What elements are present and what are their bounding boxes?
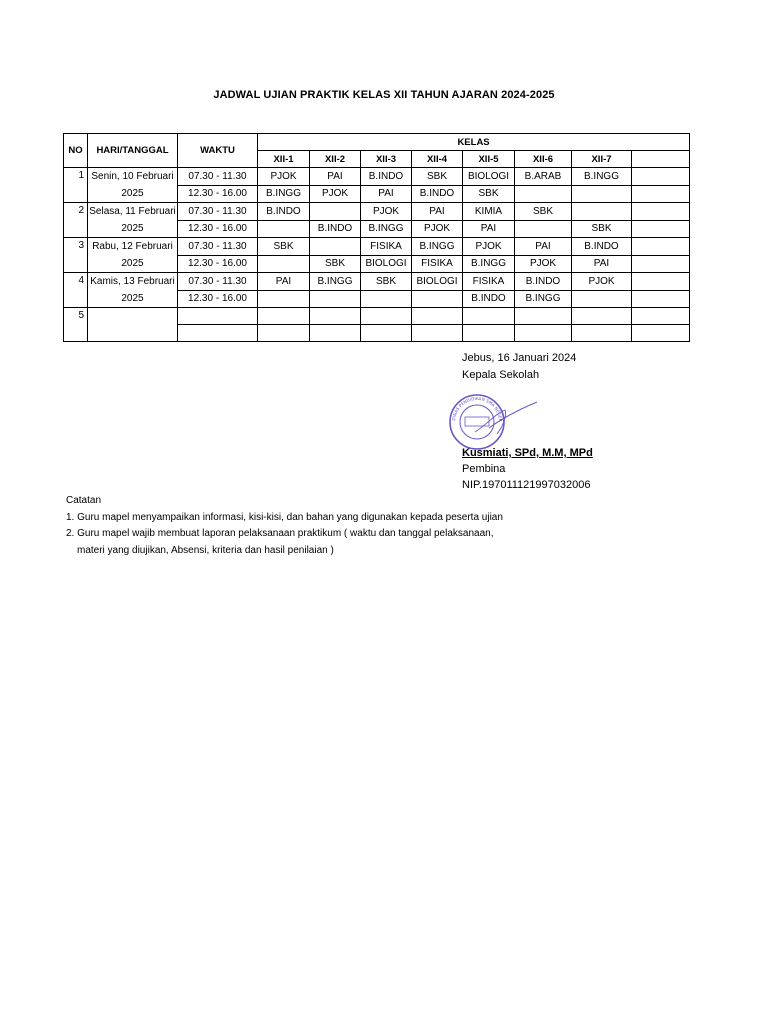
- subject-cell: B.INDO: [412, 185, 463, 203]
- row-number: 4: [64, 273, 88, 308]
- subject-cell: PJOK: [515, 255, 572, 273]
- subject-cell: PJOK: [258, 168, 310, 186]
- day-date: Selasa, 11 Februari 2025: [88, 203, 178, 238]
- subject-cell: B.INGG: [361, 220, 412, 238]
- subject-cell: PAI: [515, 238, 572, 256]
- subject-cell: [412, 325, 463, 342]
- subject-cell: B.INGG: [310, 273, 361, 291]
- subject-cell: [632, 185, 690, 203]
- session-time: 12.30 - 16.00: [178, 255, 258, 273]
- subject-cell: PAI: [463, 220, 515, 238]
- header-time: WAKTU: [178, 134, 258, 168]
- subject-cell: PJOK: [361, 203, 412, 221]
- subject-cell: B.INGG: [258, 185, 310, 203]
- schedule-table: [63, 133, 690, 342]
- subject-cell: [258, 255, 310, 273]
- subject-cell: [572, 185, 632, 203]
- subject-cell: [515, 308, 572, 325]
- day-date: [88, 308, 178, 342]
- subject-cell: [258, 308, 310, 325]
- header-class: XII-5: [463, 151, 515, 168]
- subject-cell: BIOLOGI: [361, 255, 412, 273]
- subject-cell: [361, 290, 412, 308]
- subject-cell: PAI: [310, 168, 361, 186]
- subject-cell: [572, 203, 632, 221]
- subject-cell: KIMIA: [463, 203, 515, 221]
- subject-cell: [632, 308, 690, 325]
- subject-cell: [515, 325, 572, 342]
- subject-cell: [632, 290, 690, 308]
- header-class: XII-3: [361, 151, 412, 168]
- session-time: 12.30 - 16.00: [178, 185, 258, 203]
- subject-cell: FISIKA: [412, 255, 463, 273]
- subject-cell: B.INDO: [258, 203, 310, 221]
- signature-name: Kusmiati, SPd, M.M, MPd: [462, 447, 593, 459]
- subject-cell: PJOK: [412, 220, 463, 238]
- subject-cell: SBK: [258, 238, 310, 256]
- subject-cell: PAI: [572, 255, 632, 273]
- subject-cell: SBK: [463, 185, 515, 203]
- subject-cell: SBK: [361, 273, 412, 291]
- subject-cell: [310, 203, 361, 221]
- header-kelas: KELAS: [258, 134, 690, 151]
- row-number: 2: [64, 203, 88, 238]
- header-no: NO: [64, 134, 88, 168]
- subject-cell: [632, 273, 690, 291]
- header-class: XII-7: [572, 151, 632, 168]
- row-number: 1: [64, 168, 88, 203]
- header-class: XII-1: [258, 151, 310, 168]
- table-row: [64, 273, 690, 291]
- header-class: XII-2: [310, 151, 361, 168]
- subject-cell: [632, 168, 690, 186]
- session-time: 12.30 - 16.00: [178, 290, 258, 308]
- header-class: XII-4: [412, 151, 463, 168]
- session-time: 07.30 - 11.30: [178, 238, 258, 256]
- subject-cell: [310, 290, 361, 308]
- table-row: [64, 238, 690, 256]
- notes-section: [66, 493, 503, 559]
- subject-cell: [361, 325, 412, 342]
- subject-cell: PAI: [412, 203, 463, 221]
- row-number: 3: [64, 238, 88, 273]
- signature-position: Kepala Sekolah: [462, 369, 540, 381]
- subject-cell: [632, 325, 690, 342]
- subject-cell: SBK: [310, 255, 361, 273]
- session-time: 07.30 - 11.30: [178, 203, 258, 221]
- subject-cell: PJOK: [572, 273, 632, 291]
- subject-cell: [258, 290, 310, 308]
- subject-cell: PJOK: [310, 185, 361, 203]
- subject-cell: PAI: [258, 273, 310, 291]
- subject-cell: B.INDO: [572, 238, 632, 256]
- session-time: [178, 308, 258, 325]
- subject-cell: SBK: [572, 220, 632, 238]
- signature-role: Pembina: [462, 463, 506, 475]
- table-row: [64, 308, 690, 325]
- note-item: 1. Guru mapel menyampaikan informasi, kisi-kisi, dan bahan yang digunakan kepada peserta ujian: [66, 511, 503, 523]
- subject-cell: [310, 325, 361, 342]
- subject-cell: [572, 325, 632, 342]
- page-title: JADWAL UJIAN PRAKTIK KELAS XII TAHUN AJARAN 2024-2025: [213, 89, 555, 101]
- subject-cell: B.INDO: [463, 290, 515, 308]
- svg-text:DINAS PENDIDIKAN SMA NEGERI 1: DINAS PENDIDIKAN SMA NEGER: [451, 395, 504, 422]
- subject-cell: [572, 308, 632, 325]
- subject-cell: [412, 308, 463, 325]
- subject-cell: [632, 255, 690, 273]
- day-date: Kamis, 13 Februari 2025: [88, 273, 178, 308]
- subject-cell: B.INDO: [361, 168, 412, 186]
- subject-cell: PJOK: [463, 238, 515, 256]
- subject-cell: [632, 203, 690, 221]
- subject-cell: [258, 220, 310, 238]
- subject-cell: [515, 220, 572, 238]
- notes-heading: Catatan: [66, 495, 102, 506]
- header-class: [632, 151, 690, 168]
- day-date: Rabu, 12 Februari 2025: [88, 238, 178, 273]
- subject-cell: [412, 290, 463, 308]
- subject-cell: BIOLOGI: [463, 168, 515, 186]
- session-time: 07.30 - 11.30: [178, 168, 258, 186]
- subject-cell: B.INGG: [463, 255, 515, 273]
- subject-cell: [632, 220, 690, 238]
- signature-nip: NIP.197011121997032006: [462, 479, 591, 491]
- subject-cell: PAI: [361, 185, 412, 203]
- row-number: 5: [64, 308, 88, 342]
- note-continuation: materi yang diujikan, Absensi, kriteria dan hasil penilaian ): [77, 544, 334, 556]
- subject-cell: SBK: [412, 168, 463, 186]
- school-stamp: [445, 392, 545, 452]
- subject-cell: [463, 325, 515, 342]
- session-time: 12.30 - 16.00: [178, 220, 258, 238]
- table-row: [64, 168, 690, 186]
- session-time: [178, 325, 258, 342]
- subject-cell: [632, 238, 690, 256]
- table-row: [64, 203, 690, 221]
- subject-cell: [258, 325, 310, 342]
- day-date: Senin, 10 Februari 2025: [88, 168, 178, 203]
- subject-cell: [572, 290, 632, 308]
- subject-cell: B.INGG: [515, 290, 572, 308]
- subject-cell: B.INDO: [310, 220, 361, 238]
- session-time: 07.30 - 11.30: [178, 273, 258, 291]
- subject-cell: B.ARAB: [515, 168, 572, 186]
- subject-cell: BIOLOGI: [412, 273, 463, 291]
- note-item: 2. Guru mapel wajib membuat laporan pelaksanaan praktikum ( waktu dan tanggal pelaksanaan,: [66, 528, 494, 539]
- subject-cell: [515, 185, 572, 203]
- subject-cell: SBK: [515, 203, 572, 221]
- signature-place-date: Jebus, 16 Januari 2024: [462, 352, 577, 364]
- subject-cell: [361, 308, 412, 325]
- header-class: XII-6: [515, 151, 572, 168]
- subject-cell: [310, 308, 361, 325]
- subject-cell: B.INDO: [515, 273, 572, 291]
- header-day: HARI/TANGGAL: [88, 134, 178, 168]
- subject-cell: B.INGG: [412, 238, 463, 256]
- subject-cell: FISIKA: [463, 273, 515, 291]
- subject-cell: [463, 308, 515, 325]
- subject-cell: FISIKA: [361, 238, 412, 256]
- subject-cell: [310, 238, 361, 256]
- subject-cell: B.INGG: [572, 168, 632, 186]
